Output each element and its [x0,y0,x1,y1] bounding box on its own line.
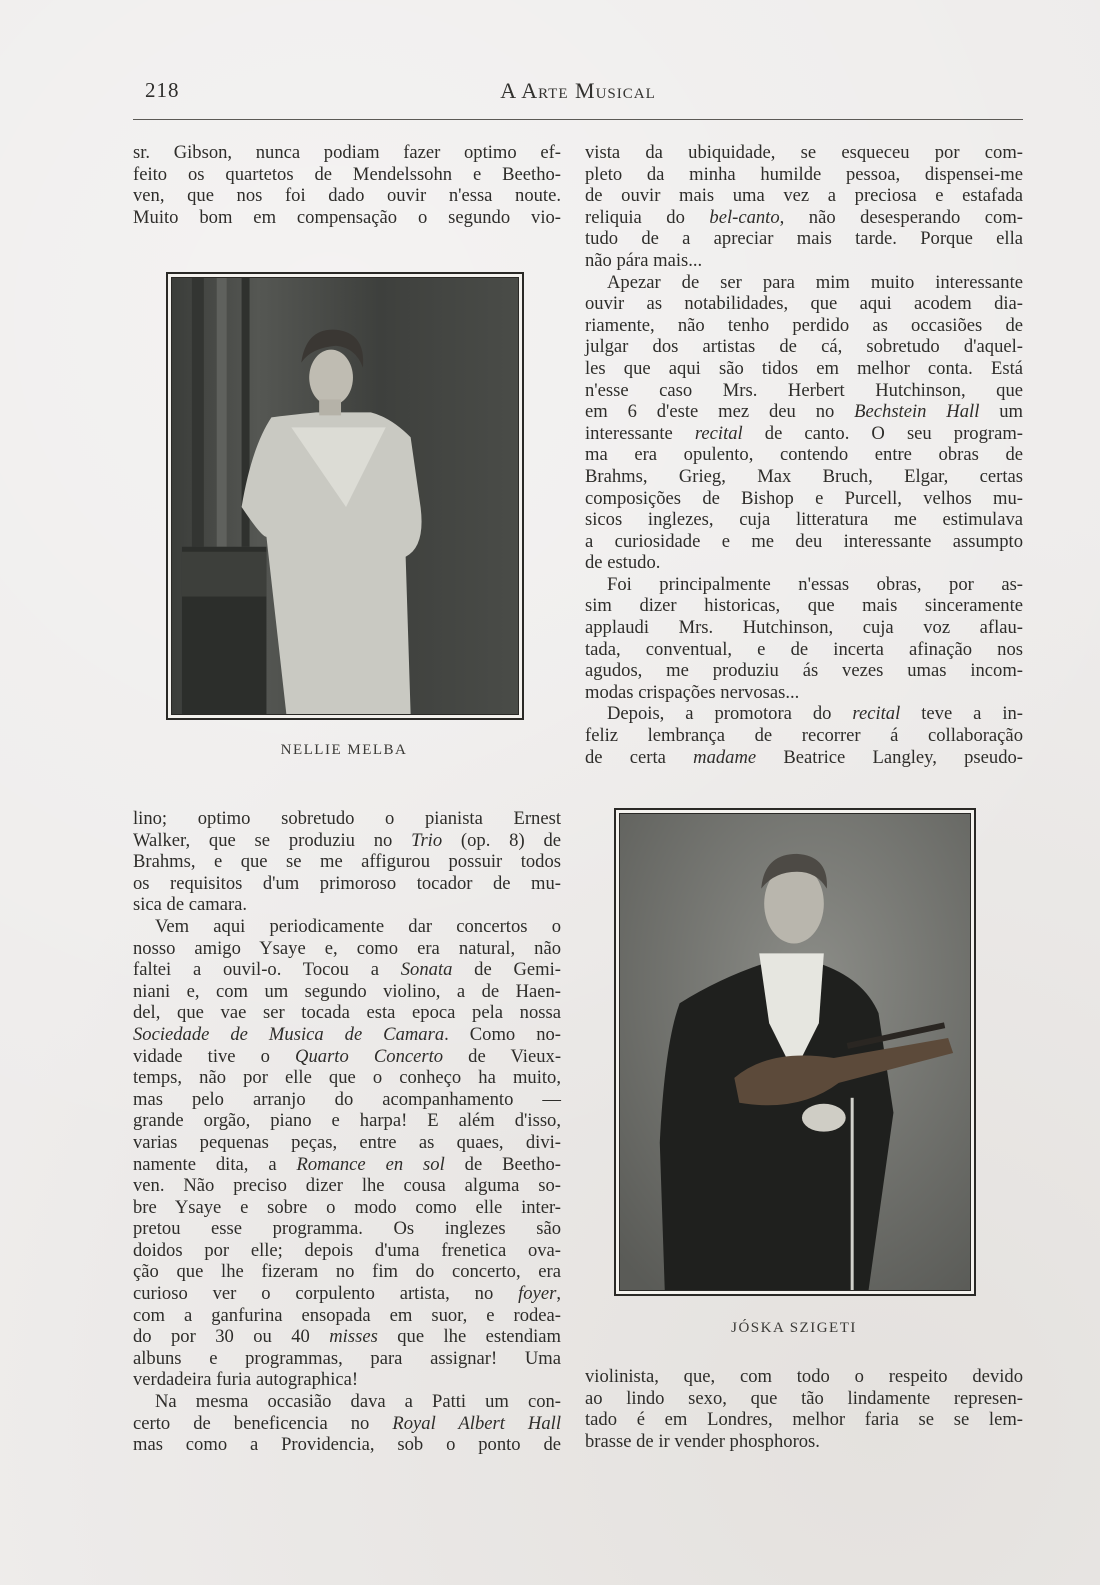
text-line: faltei a ouvil-o. Tocou a Sonata de Gemi- [133,959,561,981]
text-line: tada, conventual, e de incerta afinação nos [585,638,1023,660]
text-line: ção que lhe fizeram no fim do concerto, era [133,1261,561,1283]
text-line: doidos por elle; depois d'uma frenetica ova- [133,1239,561,1261]
column-right-top [585,142,1023,768]
text-line: mas pelo arranjo do acompanhamento — [133,1088,561,1110]
text-line: Brahms, Grieg, Max Bruch, Elgar, certas [585,465,1023,487]
text-line: n'esse caso Mrs. Herbert Hutchinson, que [585,379,1023,401]
text-line: sicos inglezes, cuja litteratura me estimulava [585,509,1023,531]
text-line: ven. Não preciso dizer lhe cousa alguma so- [133,1175,561,1197]
text-line: feliz lembrança de recorrer á collaboração [585,725,1023,747]
text-line: de certa madame Beatrice Langley, pseudo- [585,746,1023,768]
text-line: Apezar de ser para mim muito interessante [607,271,1023,293]
text-line: temps, não por elle que o conheço ha muito, [133,1067,561,1089]
text-line: Depois, a promotora do recital teve a in- [607,703,1023,725]
text-line: nosso amigo Ysaye e, como era natural, não [133,937,561,959]
text-line: certo de beneficencia no Royal Albert Hall [133,1412,561,1434]
text-line: brasse de ir vender phosphoros. [585,1430,820,1452]
caption-nellie-melba: NELLIE MELBA [280,742,408,758]
portrait-violinist-image [620,814,970,1290]
text-line: Vem aqui periodicamente dar concertos o [155,915,561,937]
text-line: a curiosidade e me deu interessante assumpto [585,530,1023,552]
text-line: tudo de a apreciar mais tarde. Porque ella [585,228,1023,250]
text-line: tado é em Londres, melhor faria se se lem- [585,1409,1023,1431]
photo-nellie-melba [166,272,524,720]
text-line: pleto da minha humilde pessoa, dispensei-me [585,163,1023,185]
text-line: mas como a Providencia, sob o ponto de [133,1434,561,1456]
caption-joska-szigeti: JÓSKA SZIGETI [731,1320,857,1336]
text-line: sica de camara. [133,894,248,916]
text-line: namente dita, a Romance en sol de Beetho- [133,1153,561,1175]
text-line: sr. Gibson, nunca podiam fazer optimo ef- [133,142,561,163]
text-line: niani e, com um segundo violino, a de Haen- [133,980,561,1002]
text-line: les que aqui são tidos em melhor conta. Está [585,357,1023,379]
photo-joska-szigeti [614,808,976,1296]
text-line: em 6 d'este mez deu no Bechstein Hall um [585,401,1023,423]
text-line: violinista, que, com todo o respeito devido [585,1366,1023,1387]
text-line: pretou esse programma. Os inglezes são [133,1218,561,1240]
text-line: varias pequenas peças, entre as quaes, divi- [133,1131,561,1153]
portrait-woman-in-gown-image [172,278,518,714]
text-line: ouvir as notabilidades, que aqui acodem dia- [585,293,1023,315]
text-line: applaudi Mrs. Hutchinson, cuja voz aflau- [585,617,1023,639]
header-rule [133,119,1023,120]
text-line: ven, que nos foi dado ouvir n'essa noute. [133,185,561,207]
text-line: Na mesma occasião dava a Patti um con- [155,1391,561,1413]
text-line: lino; optimo sobretudo o pianista Ernest [133,808,561,829]
text-line: Sociedade de Musica de Camara. Como no- [133,1023,561,1045]
text-line: composições de Bishop e Purcell, velhos mu- [585,487,1023,509]
text-line: Muito bom em compensação o segundo vio- [133,206,561,228]
text-line: com a ganfurina ensopada em suor, e rodea- [133,1304,561,1326]
text-line: vista da ubiquidade, se esqueceu por com- [585,142,1023,163]
column-right-bottom [585,1366,1023,1452]
text-line: riamente, não tenho perdido as occasiões de [585,314,1023,336]
text-line: reliquia do bel-canto, não desesperando com- [585,206,1023,228]
text-line: do por 30 ou 40 misses que lhe estendiam [133,1326,562,1348]
text-line: modas crispações nervosas... [585,681,800,703]
text-line: albuns e programmas, para assignar! Uma [133,1347,561,1369]
page-number: 218 [145,78,180,102]
text-line: ao lindo sexo, que tão lindamente represen- [585,1387,1023,1409]
text-line: não pára mais... [585,249,703,271]
text-line: de estudo. [585,552,661,574]
text-line: agudos, me produziu ás vezes umas incom- [585,660,1023,682]
running-header [133,74,1023,104]
text-line: sim dizer historicas, que mais sinceramente [585,595,1023,617]
text-line: bre Ysaye e sobre o modo como elle inter- [133,1196,561,1218]
text-line: de ouvir mais uma vez a preciosa e estafada [585,185,1023,207]
text-line: julgar dos artistas de cá, sobretudo d'aquel- [585,336,1023,358]
text-line: Foi principalmente n'essas obras, por as- [607,573,1023,595]
text-line: os requisitos d'um primoroso tocador de mu- [133,872,561,894]
text-line: ma era opulento, contendo entre obras de [585,444,1023,466]
running-title: A Arte Musical [500,78,656,103]
text-line: interessante recital de canto. O seu program- [585,422,1023,444]
text-line: del, que vae ser tocada esta epoca pela nossa [133,1002,561,1024]
text-line: verdadeira furia autographica! [133,1369,359,1391]
column-left-bottom [133,808,561,1456]
text-line: feito os quartetos de Mendelssohn e Beetho- [133,163,561,185]
column-left-top [133,142,561,228]
text-line: Brahms, e que se me affigurou possuir todos [133,851,561,873]
text-line: vidade tive o Quarto Concerto de Vieux- [133,1045,562,1067]
text-line: Walker, que se produziu no Trio (op. 8) de [133,829,561,851]
text-line: grande orgão, piano e harpa! E além d'isso, [133,1110,561,1132]
text-line: curioso ver o corpulento artista, no foyer, [133,1283,561,1305]
